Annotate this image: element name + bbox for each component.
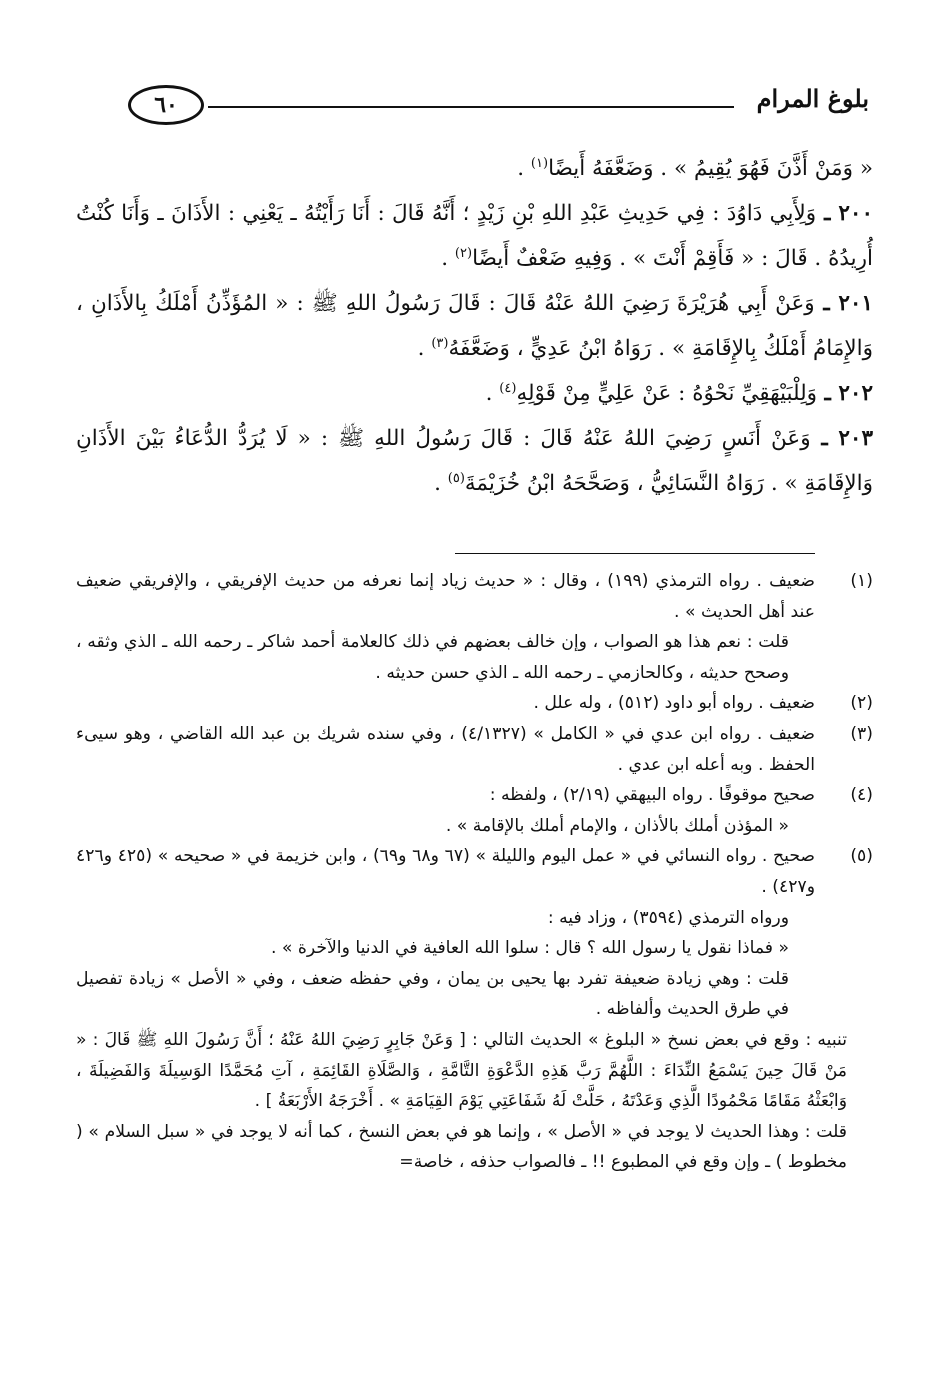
page-number: ٦٠ — [128, 85, 204, 125]
hadith-201: ٢٠١ ـ وَعَنْ أَبِي هُرَيْرَةَ رَضِيَ اللهُ عَنْهُ قَالَ : قَالَ رَسُولُ اللهِ ﷺ : « المُؤَذِّنُ أَمْلَكُ بِالأَذَانِ ، وَالإِمَامُ أَمْلَكُ بِالإِقَامَةِ » . رَوَاهُ ابْنُ عَدِيٍّ ، وَضَعَّفَهُ$^{(٣)}$ . — [76, 291, 873, 361]
footnote-ref: (٣) — [431, 335, 449, 351]
hadith-number: ٢٠٢ ـ — [817, 381, 873, 406]
footnote-5: (٥) صحيح . رواه النسائي في « عمل اليوم والليلة » (٦٧ و٦٨ و٦٩) ، وابن خزيمة في « صحيحه » (٤٢٥ و٤٢٦ و٤٢٧) . ورواه الترمذي (٣٥٩٤) ، وزاد فيه : « فماذا نقول يا رسول الله ؟ قال : سلوا الله العافية في الدنيا والآخرة » . قلت : وهي زيادة ضعيفة تفرد بها يحيى بن يمان ، وفي حفظه ضعف ، وفي « الأصل » زيادة تفصيل في طرق الحديث وألفاظه . — [76, 841, 873, 1025]
footnote-number: (٢) — [850, 693, 873, 714]
footnote-ref: (٢) — [454, 245, 473, 261]
book-title: بلوغ المرام — [756, 84, 869, 113]
footnote-3: (٣) ضعيف . رواه ابن عدي في « الكامل » (٤/١٣٢٧) ، وفي سنده شريك بن عبد الله القاضي ، وهو سيىء الحفظ . وبه أعله ابن عدي . — [76, 719, 873, 780]
footnote-divider — [455, 553, 815, 554]
footnote-ref: (٤) — [499, 380, 517, 396]
footnote-ref: (١) — [530, 155, 549, 171]
page-header — [128, 82, 869, 128]
footnote-number: (٥) — [850, 846, 873, 867]
hadith-continuation: « وَمَنْ أَذَّنَ فَهُوَ يُقِيمُ » . وَضَعَّفَهُ أَيضًا$^{(١)}$ . — [517, 155, 873, 181]
hadith-200: ٢٠٠ ـ وَلِأَبِي دَاوُدَ : فِي حَدِيثِ عَبْدِ اللهِ بْنِ زَيْدٍ ؛ أَنَّهُ قَالَ : أَنَا رَأَيْتُهُ ـ يَعْنِي : الأَذَانَ ـ وَأَنَا كُنْتُ أُرِيدُهُ . قَالَ : « فَأَقِمْ أَنْتَ » . وَفِيهِ ضَعْفٌ أَيضًا$^{(٢)}$ . — [76, 201, 873, 271]
footnote-number: (١) — [850, 571, 873, 591]
footnote-number: (٤) — [850, 785, 873, 806]
footnotes — [76, 566, 873, 1178]
closing-comment: قلت : وهذا الحديث لا يوجد في « الأصل » ، وإنما هو في بعض النسخ ، كما أنه لا يوجد في « سبل السلام » ( مخطوط ) ـ وإن وقع في المطبوع !! ـ فالصواب حذفه ، خاصة= — [76, 1121, 847, 1173]
hadith-number: ٢٠٣ ـ — [810, 426, 873, 451]
footnote-number: (٣) — [850, 723, 873, 744]
footnote-ref: (٥) — [447, 470, 465, 486]
hadith-text — [76, 146, 873, 506]
hadith-202: ٢٠٢ ـ وَلِلْبَيْهَقِيِّ نَحْوُهُ : عَنْ عَلِيٍّ مِنْ قَوْلِهِ$^{(٤)}$ . — [485, 380, 873, 406]
footnote-1: (١) ضعيف . رواه الترمذي (١٩٩) ، وقال : « حديث زياد إنما نعرفه من حديث الإفريقي ، والإفريقي ضعيف عند أهل الحديث » . قلت : نعم هذا هو الصواب ، وإن خالف بعضهم في ذلك كالعلامة أحمد شاكر ـ رحمه الله ـ الذي وثقه ، وصحح حديثه ، وكالحازمي ـ رحمه الله ـ الذي حسن حديثه . — [76, 566, 873, 688]
hadith-203: ٢٠٣ ـ وَعَنْ أَنَسٍ رَضِيَ اللهُ عَنْهُ قَالَ : قَالَ رَسُولُ اللهِ ﷺ : « لَا يُرَدُّ الدُّعَاءُ بَيْنَ الأَذَانِ وَالإِقَامَةِ » . رَوَاهُ النَّسَائِيُّ ، وَصَحَّحَهُ ابْنُ خُزَيْمَةَ$^{(٥)}$ . — [76, 426, 873, 496]
footnote-4: (٤) صحيح موقوفًا . رواه البيهقي (٢/١٩) ، ولفظه : « المؤذن أملك بالأذان ، والإمام أملك بالإقامة » . — [76, 780, 873, 841]
tanbih-note: تنبيه : وقع في بعض نسخ « البلوغ » الحديث التالي : [ وَعَنْ جَابِرٍ رَضِيَ اللهُ عَنْهُ ؛ أَنَّ رَسُولَ اللهِ ﷺ قَالَ : « مَنْ قَالَ حِينَ يَسْمَعُ النِّدَاءَ : اللَّهُمَّ رَبَّ هَذِهِ الدَّعْوَةِ التَّامَّةِ ، وَالصَّلَاةِ القَائِمَةِ ، آتِ مُحَمَّدًا الوَسِيلَةَ وَالفَضِيلَةَ ، وَابْعَثْهُ مَقَامًا مَحْمُودًا الَّذِي وَعَدْتَهُ ، حَلَّتْ لَهُ شَفَاعَتِي يَوْمَ القِيَامَةِ » . أَخْرَجَهُ الأَرْبَعَةُ ] . قلت : وهذا الحديث لا يوجد في « الأصل » ، وإنما هو في بعض النسخ ، كما أنه لا يوجد في « سبل السلام » ( مخطوط ) ـ وإن وقع في المطبوع !! ـ فالصواب حذفه ، خاصة= — [76, 1025, 873, 1178]
hadith-number: ٢٠١ ـ — [814, 291, 873, 316]
footnote-2: (٢) ضعيف . رواه أبو داود (٥١٢) ، وله علل . — [76, 688, 873, 719]
header-rule — [208, 106, 734, 108]
hadith-number: ٢٠٠ ـ — [816, 201, 873, 226]
